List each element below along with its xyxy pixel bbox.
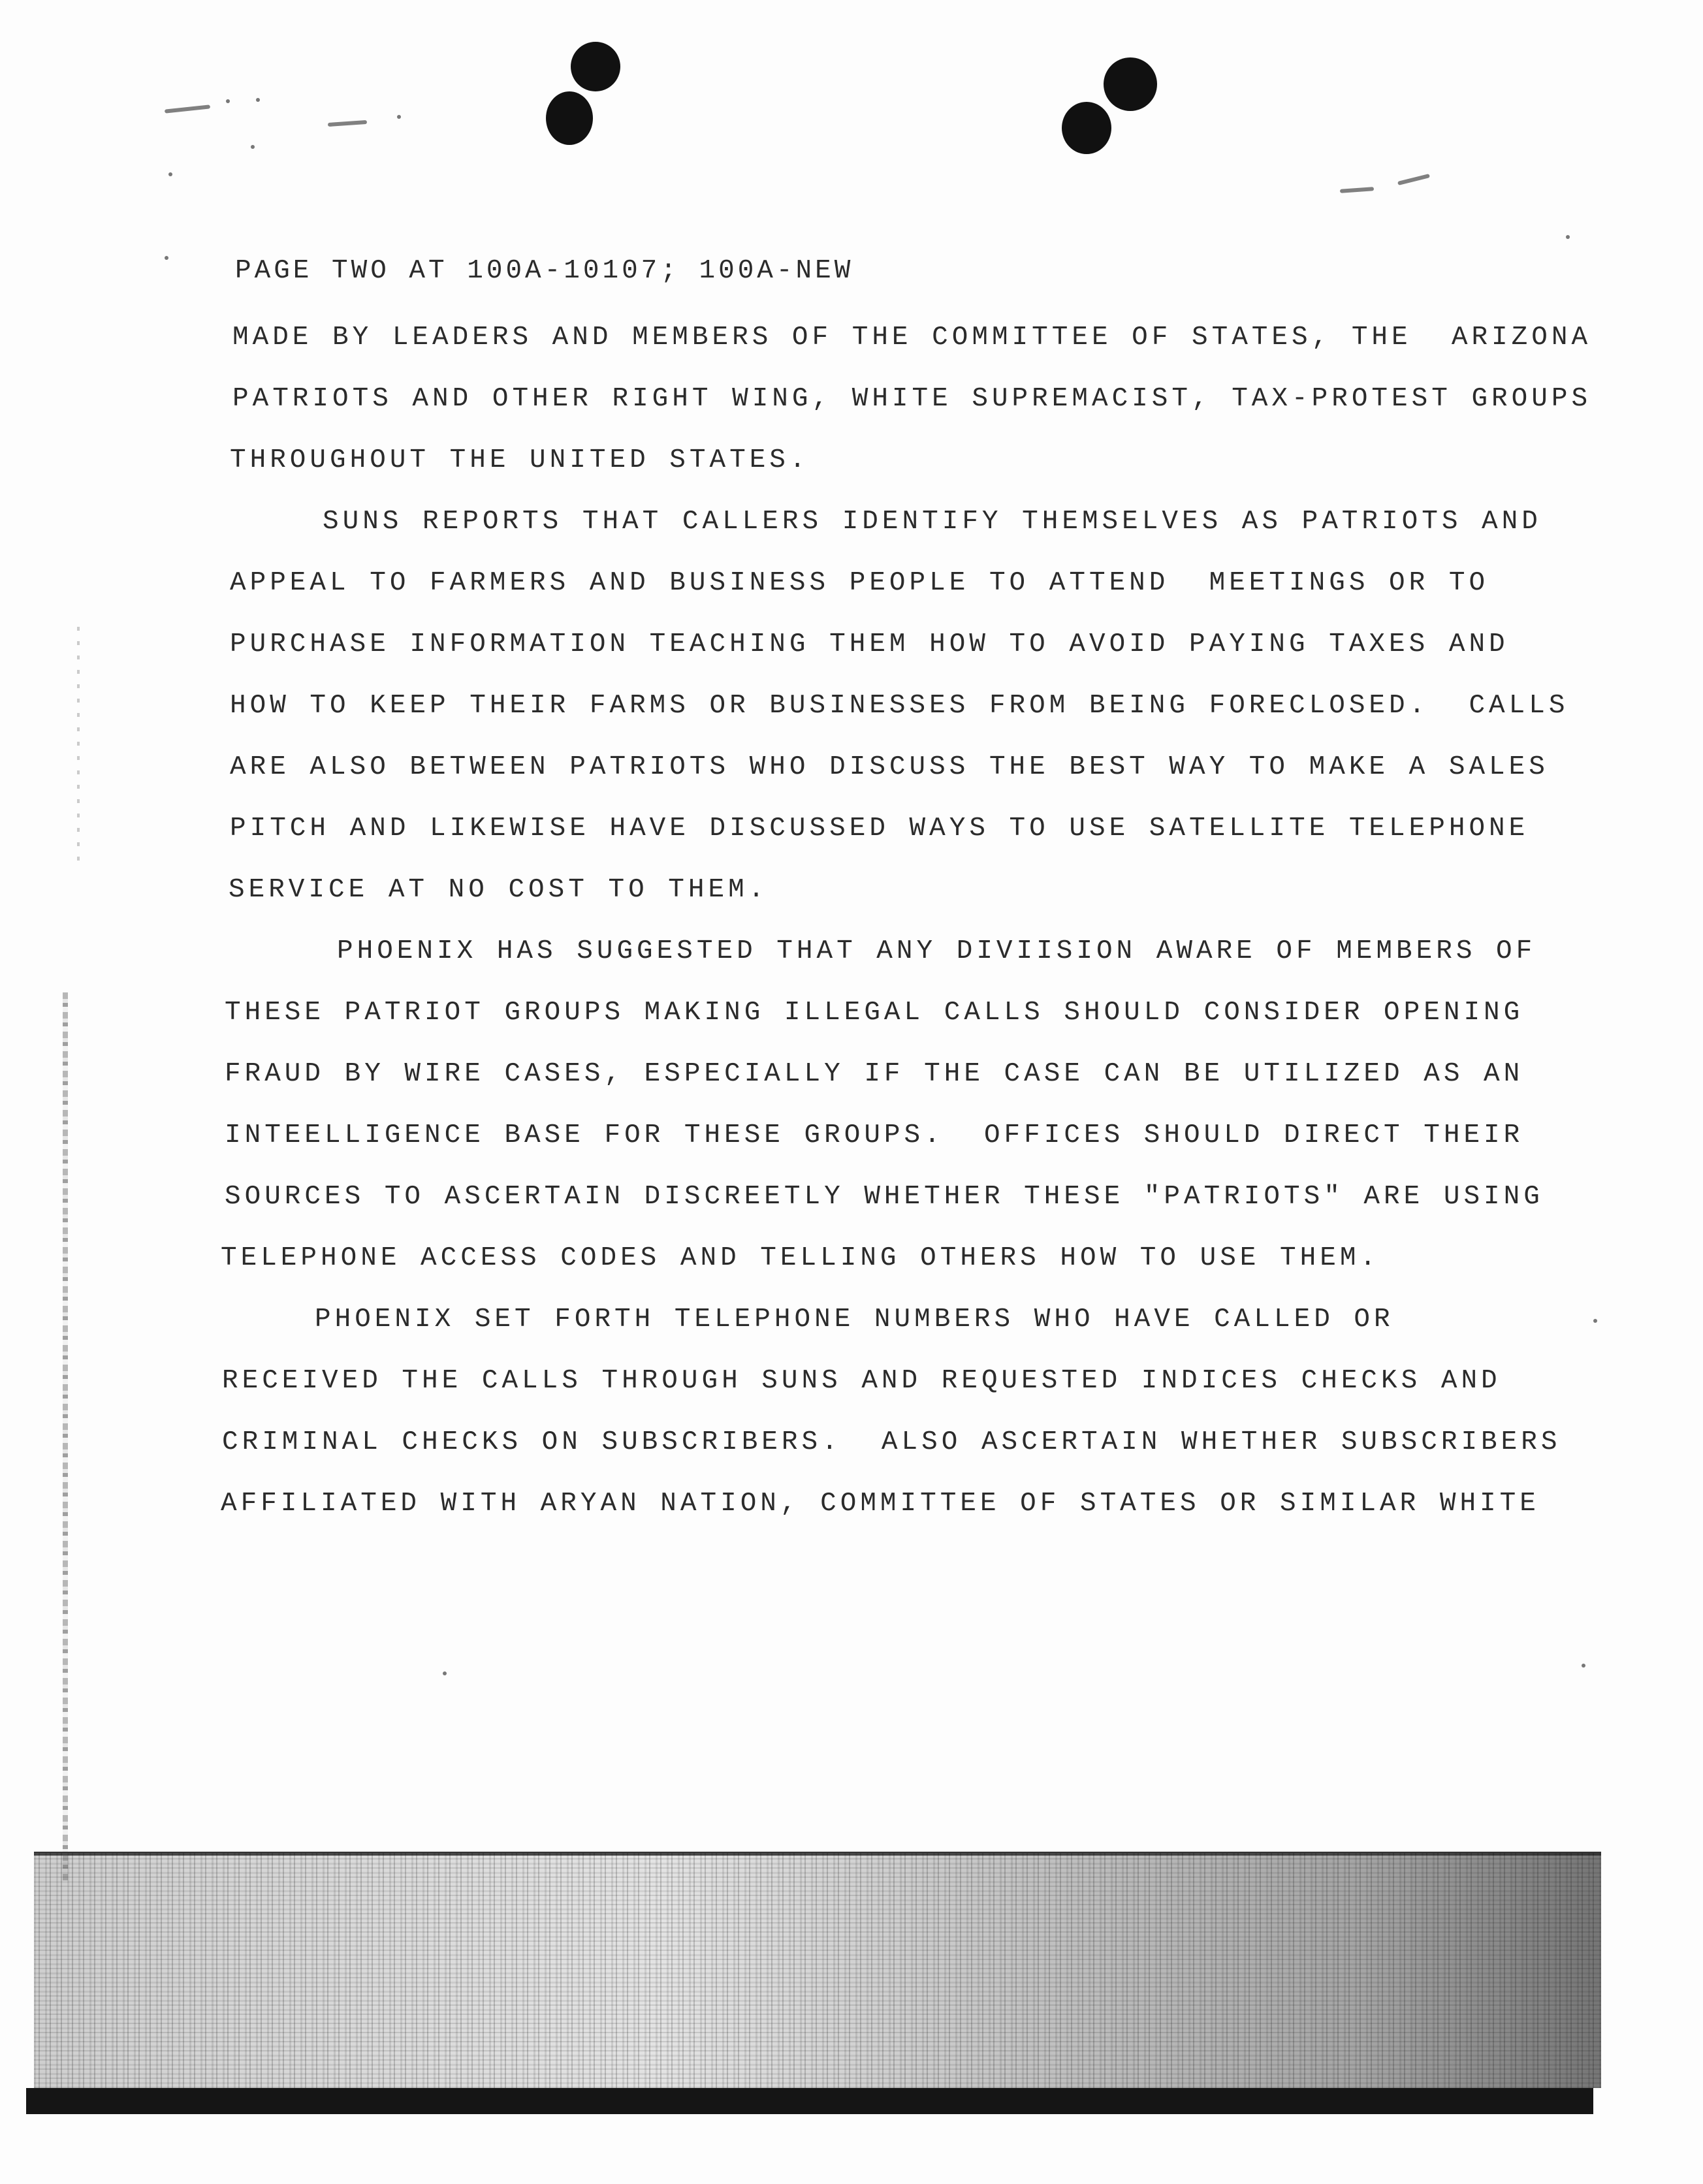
text-line: SERVICE AT NO COST TO THEM. <box>229 875 769 905</box>
text-line: CRIMINAL CHECKS ON SUBSCRIBERS. ALSO ASCERTAIN WHETHER SUBSCRIBERS <box>222 1427 1561 1457</box>
text-line: THESE PATRIOT GROUPS MAKING ILLEGAL CALLS SHOULD CONSIDER OPENING <box>225 998 1524 1028</box>
text-line: PITCH AND LIKEWISE HAVE DISCUSSED WAYS TO USE SATELLITE TELEPHONE <box>230 814 1529 844</box>
text-line: FRAUD BY WIRE CASES, ESPECIALLY IF THE CASE CAN BE UTILIZED AS AN <box>225 1059 1524 1089</box>
punch-hole-left-upper <box>571 42 620 91</box>
text-line: PATRIOTS AND OTHER RIGHT WING, WHITE SUPREMACIST, TAX-PROTEST GROUPS <box>232 384 1592 414</box>
text-line: RECEIVED THE CALLS THROUGH SUNS AND REQUESTED INDICES CHECKS AND <box>222 1366 1501 1396</box>
margin-artifact <box>63 992 68 1880</box>
scan-speck <box>226 99 230 103</box>
scan-mark <box>328 120 367 127</box>
bottom-black-rule <box>26 2088 1593 2114</box>
text-line: SUNS REPORTS THAT CALLERS IDENTIFY THEMSELVES AS PATRIOTS AND <box>323 507 1542 537</box>
scan-mark <box>1340 187 1374 193</box>
text-line: ARE ALSO BETWEEN PATRIOTS WHO DISCUSS THE BEST WAY TO MAKE A SALES <box>230 752 1549 782</box>
photocopy-noise-band <box>34 1853 1601 2088</box>
scan-speck <box>256 98 260 102</box>
text-line: TELEPHONE ACCESS CODES AND TELLING OTHERS HOW TO USE THEM. <box>221 1243 1380 1273</box>
document-header: PAGE TWO AT 100A-10107; 100A-NEW <box>235 256 854 286</box>
text-line: PHOENIX HAS SUGGESTED THAT ANY DIVIISION AWARE OF MEMBERS OF <box>337 936 1536 966</box>
punch-hole-right-upper <box>1104 57 1157 111</box>
scan-speck <box>397 115 401 119</box>
text-line: MADE BY LEADERS AND MEMBERS OF THE COMMITTEE OF STATES, THE ARIZONA <box>232 323 1592 353</box>
margin-artifact <box>77 627 80 862</box>
scan-speck <box>443 1671 447 1675</box>
text-line: APPEAL TO FARMERS AND BUSINESS PEOPLE TO ATTEND MEETINGS OR TO <box>230 568 1489 598</box>
scan-mark <box>1397 174 1430 185</box>
scan-speck <box>1582 1664 1585 1668</box>
scan-speck <box>165 256 168 260</box>
text-line: PURCHASE INFORMATION TEACHING THEM HOW TO AVOID PAYING TAXES AND <box>230 629 1509 659</box>
text-line: PHOENIX SET FORTH TELEPHONE NUMBERS WHO HAVE CALLED OR <box>315 1305 1394 1335</box>
scan-speck <box>251 145 255 149</box>
text-line: AFFILIATED WITH ARYAN NATION, COMMITTEE OF STATES OR SIMILAR WHITE <box>221 1489 1540 1519</box>
scan-mark <box>165 104 210 113</box>
scan-speck <box>1566 235 1570 239</box>
text-line: INTEELLIGENCE BASE FOR THESE GROUPS. OFFICES SHOULD DIRECT THEIR <box>225 1120 1524 1150</box>
scan-speck <box>1593 1319 1597 1323</box>
scan-speck <box>168 172 172 176</box>
punch-hole-right-lower <box>1062 102 1111 154</box>
text-line: SOURCES TO ASCERTAIN DISCREETLY WHETHER THESE "PATRIOTS" ARE USING <box>225 1182 1544 1212</box>
text-line: THROUGHOUT THE UNITED STATES. <box>230 445 810 475</box>
punch-hole-left-lower <box>546 91 593 145</box>
text-line: HOW TO KEEP THEIR FARMS OR BUSINESSES FROM BEING FORECLOSED. CALLS <box>230 691 1569 721</box>
